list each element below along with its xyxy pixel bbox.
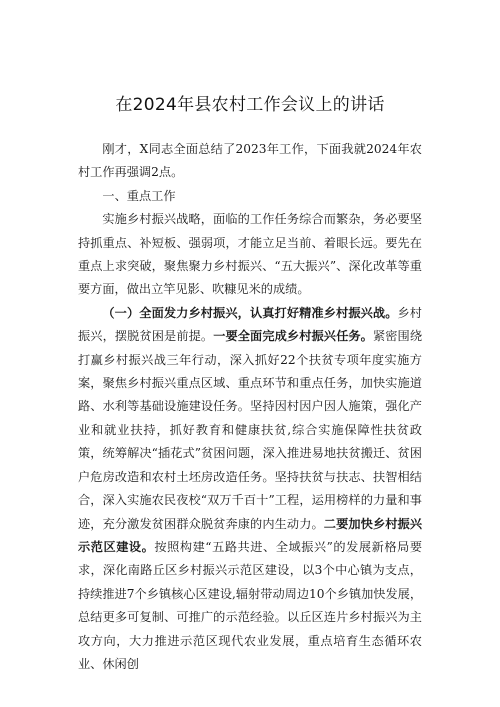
subsection-text: 乡村振兴，摆脱贫困是前提。: [78, 305, 422, 344]
document-title: 在2024年县农村工作会议上的讲话: [115, 95, 385, 115]
task-two-heading: 二要加快乡村振兴示范区建设。: [78, 516, 423, 554]
subsection-paragraph: [78, 302, 422, 677]
intro-paragraph: 刚才，X同志全面总结了2023年工作，下面我就2024年农村工作再强调2点。: [78, 142, 422, 180]
document-body: [78, 138, 422, 676]
subsection-heading: （一）全面发力乡村振兴，认真打好精准乡村振兴战。: [102, 305, 398, 320]
task-one-text: 紧密围绕打赢乡村振兴战三年行动，深入抓好22个扶贫专项年度实施方案，聚焦乡村振兴重点区域、重点环节和重点任务，加快实施道路、水利等基础设施建设任务。坚持因村因户因人施策，强化产业和就业扶持，抓好教育和健康扶贫,综合实施保障性扶贫政策，统筹解决“插花式”贫困问题，深入推进易地扶贫搬迁、贫困户危房改造和农村土坯房改造任务。坚持扶贫与扶志、扶智相结合，深入实施农民夜校“双万千百十”工程，运用榜样的力量和事迹，充分激发贫困群众脱贫奔康的内生动力。: [78, 329, 423, 531]
section-heading: 一、重点工作: [102, 188, 176, 203]
task-two-text: 按照构建“五路共进、全域振兴”的发展新格局要求，深化南路丘区乡村振兴示范区建设，以3个中心镇为支点，持续推进7个乡镇核心区建设,辐射带动周边10个乡镇加快发展，总结更多可复制、可推广的示范经验。以丘区连片乡村振兴为主攻方向，大力推进示范区现代农业发展，重点培育生态循环农业、休闲创: [78, 539, 423, 671]
task-one-heading: 一要全面完成乡村振兴任务。: [213, 329, 373, 344]
section-paragraph: 实施乡村振兴战略，面临的工作任务综合而繁杂，务必要坚持抓重点、补短板、强弱项，才能立足当前、着眼长远。要先在重点上求突破，聚焦聚力乡村振兴、“五大振兴”、深化改革等重要方面，做出立竿见影、吹糠见米的成绩。: [78, 212, 422, 297]
